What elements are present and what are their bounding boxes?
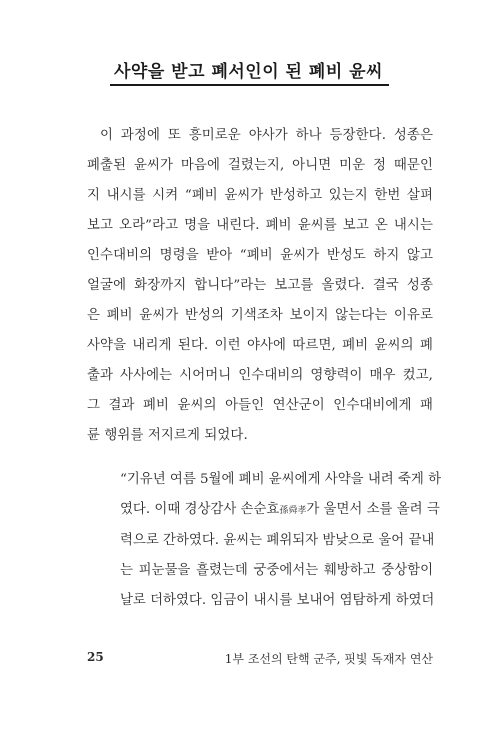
quote-text: 였다. 이때 경상감사 손순효: [120, 502, 280, 517]
quote-line: 날로 더하였다. 임금이 내시를 보내어 염탐하게 하였더: [120, 593, 435, 608]
paragraph-line: 얼굴에 화장까지 합니다”라는 보고를 올렸다. 결국 성종: [87, 278, 433, 293]
paragraph-line: 그 결과 폐비 윤씨의 아들인 연산군이 인수대비에게 패: [87, 398, 433, 413]
paragraph-line: 은 폐비 윤씨가 반성의 기색조차 보이지 않는다는 이유로: [87, 308, 433, 323]
section-heading-wrap: [110, 60, 389, 86]
paragraph-line: 인수대비의 명령을 받아 “폐비 윤씨가 반성도 하지 않고: [87, 248, 433, 263]
quote-line: “기유년 여름 5월에 폐비 윤씨에게 사약을 내려 죽게 하: [120, 472, 442, 487]
paragraph-line: 이 과정에 또 흥미로운 야사가 하나 등장한다. 성종은: [100, 128, 433, 143]
body-paragraph: [87, 121, 433, 451]
quote-line: 력으로 간하였다. 윤씨는 폐위되자 밤낮으로 울어 끝내: [120, 533, 435, 548]
quote-line: 는 피눈물을 흘렸는데 궁중에서는 훼방하고 중상함이: [120, 563, 433, 578]
paragraph-line: 지 내시를 시켜 “폐비 윤씨가 반성하고 있는지 한번 살펴: [87, 188, 433, 203]
paragraph-line: 륜 행위를 저지르게 되었다.: [87, 428, 248, 443]
quote-text: 가 울면서 소를 올려 극: [306, 502, 440, 517]
paragraph-line: 보고 오라”라고 명을 내린다. 폐비 윤씨를 보고 온 내시는: [87, 218, 433, 233]
hanja-annotation: 孫舜孝: [279, 506, 307, 516]
quote-line: [120, 495, 440, 526]
paragraph-line: 사약을 내리게 된다. 이런 야사에 따르면, 폐비 윤씨의 폐: [87, 338, 433, 353]
paragraph-line: 폐출된 윤씨가 마음에 걸렸는지, 아니면 미운 정 때문인: [87, 158, 433, 173]
running-head: 1부 조선의 탄핵 군주, 핏빛 독재자 연산: [224, 652, 433, 666]
page-number: 25: [87, 650, 104, 664]
block-quote: [120, 465, 442, 616]
section-heading: 사약을 받고 폐서인이 된 폐비 윤씨: [110, 60, 389, 86]
paragraph-line: 출과 사사에는 시어머니 인수대비의 영향력이 매우 컸고,: [87, 368, 433, 383]
